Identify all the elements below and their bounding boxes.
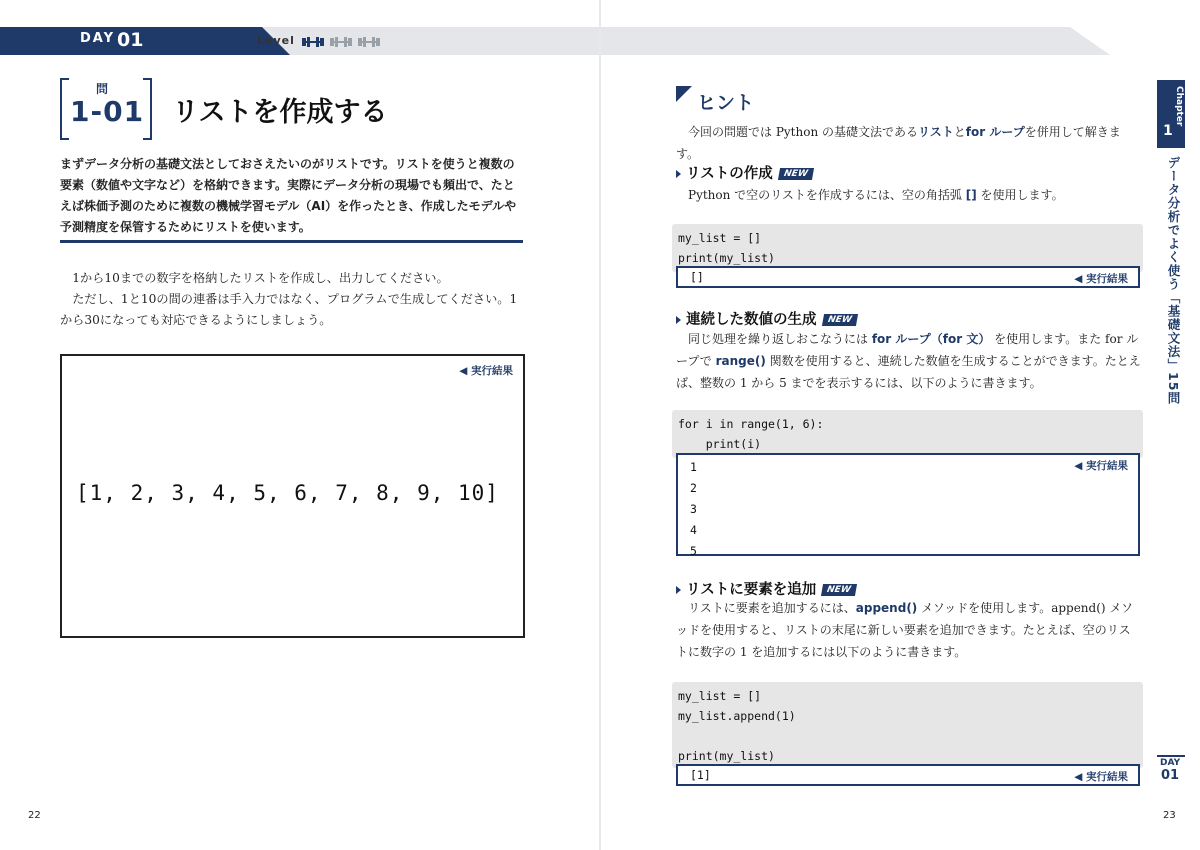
s3-text-2: メソッドを使用します。append() メソッドを使用すると、リストの末尾に新しい要素を追加できます。たとえば、空のリストに数字の 1 を追加するには以下のように書きます。 — [676, 601, 1134, 659]
hint-highlight-list: リスト — [918, 125, 954, 139]
page-title: リストを作成する — [172, 97, 388, 128]
bracket-left — [60, 78, 69, 140]
section-arrow-icon — [676, 586, 681, 594]
day-label: DAY — [80, 31, 116, 46]
section-title-create-list — [676, 162, 812, 183]
task-text — [60, 268, 525, 331]
section-title-append — [676, 578, 856, 599]
s1-text-2: を使用します。 — [976, 188, 1064, 202]
page-number-right: 23 — [1163, 810, 1176, 821]
code-block-3 — [672, 682, 1143, 768]
output-line: 3 — [690, 502, 697, 516]
code-block-2 — [672, 410, 1143, 458]
new-badge: NEW — [821, 584, 857, 596]
task-paragraph-2: ただし、1と10の間の連番は手入力ではなく、プログラムで生成してください。1から30になっても対応できるようにしましょう。 — [60, 292, 518, 327]
day-number: 01 — [117, 29, 144, 51]
level-label: Level — [257, 34, 295, 47]
page-gutter — [599, 0, 601, 850]
result-box — [60, 354, 525, 638]
output-box-2 — [676, 453, 1140, 556]
output-line: 5 — [690, 544, 697, 558]
output-line: 1 — [690, 460, 697, 474]
hint-triangle-icon — [676, 86, 692, 102]
s2-highlight-for: for ループ（for 文） — [871, 332, 991, 346]
dumbbell-icon — [302, 37, 324, 47]
intro-divider — [60, 240, 523, 243]
hint-paragraph — [676, 121, 1141, 165]
new-badge: NEW — [821, 314, 857, 326]
sidebar-day-label: DAY — [1160, 758, 1181, 768]
section-title-text: リストに要素を追加 — [686, 582, 817, 598]
hint-text-3: を併用して解きます。 — [676, 125, 1121, 161]
output-line: [] — [690, 270, 704, 284]
code-line-blank — [678, 726, 1137, 746]
output-box-1 — [676, 266, 1140, 288]
section-title-text: リストの作成 — [686, 166, 773, 182]
code-line: for i in range(1, 6): — [678, 417, 824, 431]
result-label: ◀ 実行結果 — [1074, 460, 1128, 472]
output-line: [1] — [690, 768, 711, 782]
code-line: my_list = [] — [678, 689, 762, 703]
s3-text-1: リストに要素を追加するには、 — [688, 601, 856, 615]
hint-highlight-for: for ループ — [965, 125, 1025, 139]
section-2-paragraph — [676, 328, 1141, 394]
section-title-text: 連続した数値の生成 — [686, 312, 817, 328]
task-paragraph-1: 1から10までの数字を格納したリストを作成し、出力してください。 — [72, 271, 449, 285]
output-lines — [690, 457, 697, 562]
section-arrow-icon — [676, 316, 681, 324]
section-3-paragraph — [676, 597, 1141, 663]
output-box-3 — [676, 764, 1140, 786]
output-line: 4 — [690, 523, 697, 537]
intro-paragraph: まずデータ分析の基礎文法としておさえたいのがリストです。リストを使うと複数の要素（数値や文字など）を格納できます。実際にデータ分析の現場でも頻出で、たとえば株価予測のために複数の機械学習モデル（AI）を作ったとき、作成したモデルや予測精度を保管するためにリストを使います。 — [60, 157, 517, 234]
sidebar-day-rule — [1157, 755, 1185, 757]
hint-text-1: 今回の問題では Python の基礎文法である — [688, 125, 918, 139]
question-number: 1-01 — [70, 95, 145, 128]
section-1-paragraph — [676, 184, 1141, 206]
hint-text-2: と — [953, 125, 966, 139]
result-output: [1, 2, 3, 4, 5, 6, 7, 8, 9, 10] — [76, 481, 499, 505]
s2-text-2: を使用します。また for ループで — [676, 332, 1139, 368]
chapter-label: Chapter — [1174, 86, 1184, 127]
dumbbell-icon — [330, 37, 352, 47]
section-arrow-icon — [676, 170, 681, 178]
s2-highlight-range: range() — [715, 354, 766, 368]
s3-highlight: append() — [855, 601, 918, 615]
output-line: 2 — [690, 481, 697, 495]
s2-text-1: 同じ処理を繰り返しおこなうには — [688, 332, 872, 346]
code-block-1 — [672, 224, 1143, 272]
section-title-range — [676, 308, 856, 329]
new-badge: NEW — [778, 168, 814, 180]
s2-text-3: 関数を使用すると、連続した数値を生成することができます。たとえば、整数の 1 から 5 までを表示するには、以下のように書きます。 — [676, 354, 1141, 390]
code-line: print(i) — [678, 437, 762, 451]
s1-text-1: Python で空のリストを作成するには、空の角括弧 — [688, 188, 966, 202]
chapter-title-vertical: データ分析でよく使う「基礎文法」15問 — [1166, 156, 1181, 405]
s1-highlight: [] — [965, 188, 977, 202]
code-line: my_list = [] — [678, 231, 762, 245]
code-line: my_list.append(1) — [678, 709, 796, 723]
page-number-left: 22 — [28, 810, 41, 821]
sidebar-day-number: 01 — [1161, 768, 1180, 783]
bracket-right — [143, 78, 152, 140]
hint-title: ヒント — [697, 92, 755, 114]
result-label: ◀ 実行結果 — [459, 365, 513, 377]
chapter-number: 1 — [1163, 123, 1173, 139]
code-line: print(my_list) — [678, 749, 775, 763]
result-label: ◀ 実行結果 — [1074, 771, 1128, 783]
dumbbell-icon — [358, 37, 380, 47]
code-line: print(my_list) — [678, 251, 775, 265]
question-mark-label: 問 — [96, 82, 109, 96]
result-label: ◀ 実行結果 — [1074, 273, 1128, 285]
day-banner — [0, 27, 290, 55]
